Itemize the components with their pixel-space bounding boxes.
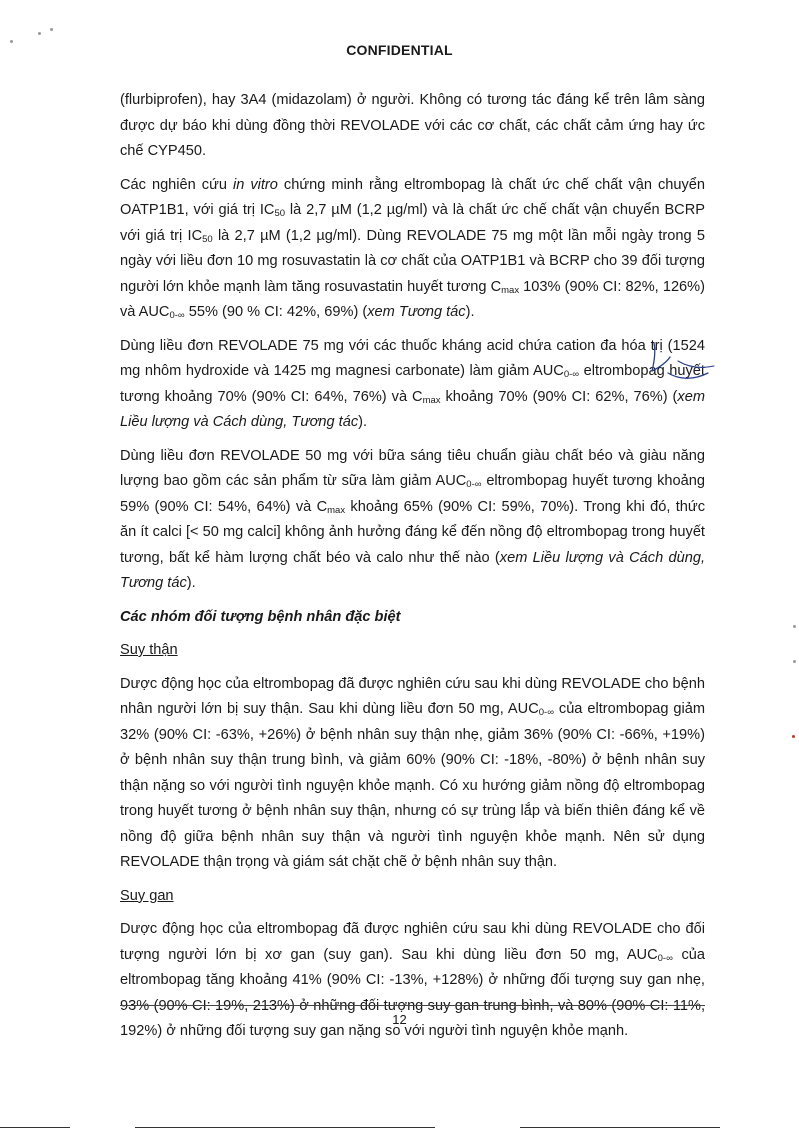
- paragraph-transporters: Các nghiên cứu in vitro chứng minh rằng eltrombopag là chất ức chế chất vận chuyển OATP1B1, với giá trị $IC_{50}$ là 2,7 µM (1,2 µg/ml) và là chất ức chế chất vận chuyển BCRP với giá trị $IC_{50}$ là 2,7 µM (1,2 µg/ml). Dùng REVOLADE 75 mg một lần mỗi ngày trong 5 ngày với liều đơn 10 mg rosuvastatin là cơ chất của OATP1B1 và BCRP cho 39 đối tượng người lớn khỏe mạnh làm tăng rosuvastatin huyết tương $C_{max}$ 103% (90% CI: 82%, 126%) và $AUC_{0-\infty}$ 55% (90 % CI: 42%, 69%) (xem Tương tác).: [120, 176, 706, 321]
- scan-speck: [38, 32, 41, 35]
- scan-speck: [793, 660, 796, 663]
- subheading-renal-impairment: Suy thận: [120, 642, 178, 658]
- section-heading-special-populations: Các nhóm đối tượng bệnh nhân đặc biệt: [120, 608, 401, 625]
- scan-speck: [10, 40, 13, 43]
- paragraph-renal-impairment: Dược động học của eltrombopag đã được nghiên cứu sau khi dùng REVOLADE cho bệnh nhân người lớn bị suy thận. Sau khi dùng liều đơn 50 mg, $AUC_{0-\infty}$ của eltrombopag giảm 32% (90% CI: -63%, +26%) ở bệnh nhân suy thận nhẹ, giảm 36% (90% CI: -66%, +19%) ở bệnh nhân suy thận trung bình, và giảm 60% (90% CI: -18%, -80%) ở bệnh nhân suy thận nặng so với người tình nguyện khỏe mạnh. Có xu hướng giảm nồng độ eltrombopag trong huyết tương ở bệnh nhân suy thận, nhưng có sự trùng lắp và biến thiên đáng kể về nồng độ giữa bệnh nhân suy thận và người tình nguyện khỏe mạnh. Nên sử dụng REVOLADE thận trọng và giám sát chặt chẽ ở bệnh nhân suy thận.: [120, 675, 706, 870]
- handwritten-pen-mark: [648, 333, 718, 403]
- paragraph-food-effect: Dùng liều đơn REVOLADE 50 mg với bữa sáng tiêu chuẩn giàu chất béo và giàu năng lượng bao gồm các sản phẩm từ sữa làm giảm $AUC_{0-\infty}$ eltrombopag huyết tương khoảng 59% (90% CI: 54%, 64%) và $C_{max}$ khoảng 65% (90% CI: 59%, 70%). Trong khi đó, thức ăn ít calci [< 50 mg calci] không ảnh hưởng đáng kể đến nồng độ eltrombopag trong huyết tương, bất kể hàm lượng chất béo và calo như thế nào (xem Liều lượng và Cách dùng, Tương tác).: [120, 447, 706, 591]
- page-header-title: CONFIDENTIAL: [346, 42, 453, 58]
- bottom-edge-rule: [0, 1127, 70, 1128]
- document-body: [120, 88, 705, 1053]
- bottom-edge-rule: [520, 1127, 720, 1128]
- paragraph-hepatic-impairment: Dược động học của eltrombopag đã được nghiên cứu sau khi dùng REVOLADE cho đối tượng người lớn bị xơ gan (suy gan). Sau khi dùng liều đơn 50 mg, $AUC_{0-\infty}$ của eltrombopag tăng khoảng 41% (90% CI: -13%, +128%) ở những đối tượng suy gan nhẹ, 93% (90% CI: 19%, 213%) ở những đối tượng suy gan trung bình, và 80% (90% CI: 11%, 192%) ở những đối tượng suy gan nặng so với người tình nguyện khỏe mạnh.: [120, 921, 705, 1039]
- bottom-edge-rule: [135, 1127, 435, 1128]
- page-number: 12: [392, 1012, 407, 1027]
- subheading-hepatic-impairment: Suy gan: [120, 887, 174, 904]
- scan-speck: [50, 28, 53, 31]
- paragraph-antacids: Dùng liều đơn REVOLADE 75 mg với các thuốc kháng acid chứa cation đa hóa trị (1524 mg nhôm hydroxide và 1425 mg magnesi carbonate) làm giảm $AUC_{0-\infty}$ eltrombopag huyết tương khoảng 70% (90% CI: 64%, 76%) và $C_{max}$ khoảng 70% (90% CI: 62%, 76%) (xem Liều lượng và Cách dùng, Tương tác).: [120, 337, 705, 430]
- scan-speck: [792, 735, 795, 738]
- paragraph-cyp450: (flurbiprofen), hay 3A4 (midazolam) ở người. Không có tương tác đáng kể trên lâm sàng được dự báo khi dùng đồng thời REVOLADE với các cơ chất, các chất cảm ứng hay ức chế CYP450.: [120, 92, 705, 159]
- footer-divider: [120, 1005, 705, 1006]
- scan-speck: [793, 625, 796, 628]
